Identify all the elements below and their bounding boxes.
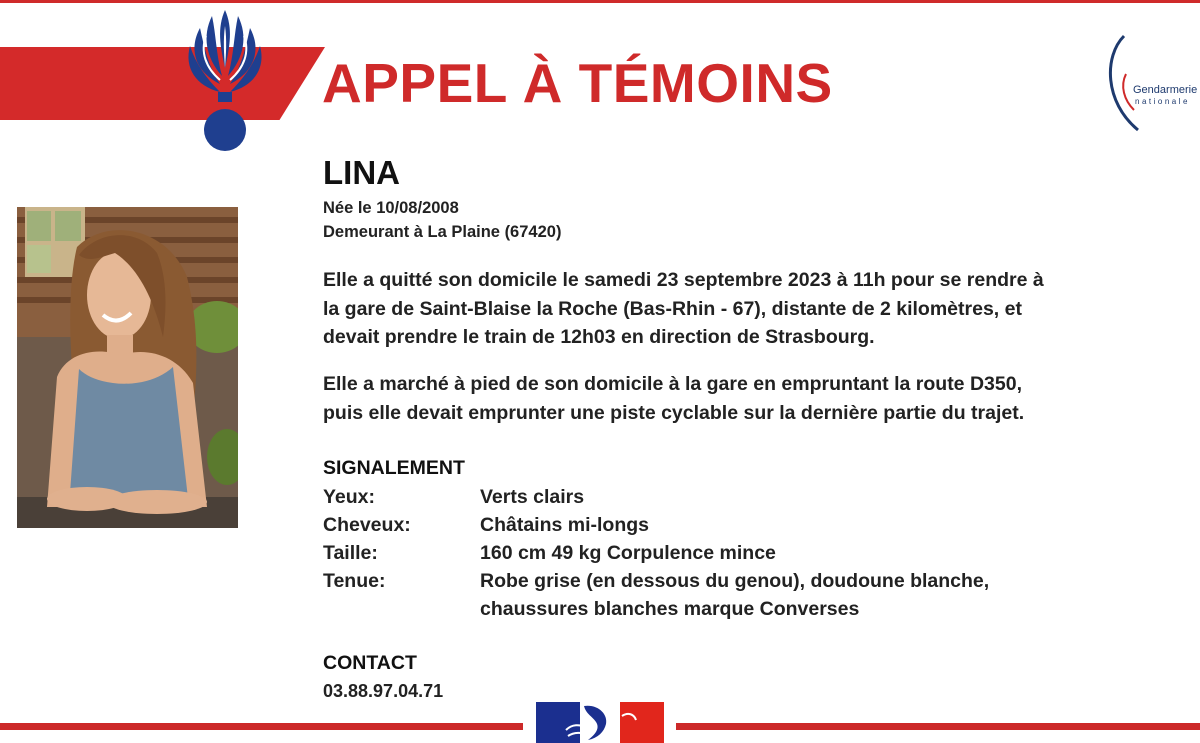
banner-red-stripe — [0, 47, 325, 120]
bottom-rule-right — [676, 723, 1200, 730]
signalement-value: Verts clairs — [480, 486, 585, 508]
grenade-flame-icon — [182, 6, 268, 154]
top-rule — [0, 0, 1200, 3]
contact-heading: CONTACT — [323, 652, 417, 674]
bottom-rule-left — [0, 723, 523, 730]
missing-person-photo — [17, 207, 238, 528]
description-line: Elle a marché à pied de son domicile à la gare en empruntant la route D350, — [323, 373, 1022, 395]
signalement-heading: SIGNALEMENT — [323, 457, 465, 479]
contact-phone[interactable]: 03.88.97.04.71 — [323, 681, 444, 701]
signalement-value: chaussures blanches marque Converses — [480, 598, 860, 620]
banner-title: APPEL À TÉMOINS — [322, 52, 833, 114]
description-line: Elle a quitté son domicile le samedi 23 septembre 2023 à 11h pour se rendre à — [323, 269, 1044, 291]
gendarmerie-logo-word: Gendarmerie — [1133, 84, 1198, 96]
signalement-label: Cheveux: — [323, 514, 411, 536]
signalement-label: Tenue: — [323, 570, 386, 592]
description-line: devait prendre le train de 12h03 en direction de Strasbourg. — [323, 326, 875, 348]
signalement-value: 160 cm 49 kg Corpulence mince — [480, 542, 776, 564]
gendarmerie-logo-subword: nationale — [1135, 97, 1190, 106]
description-paragraph-1 — [323, 266, 1193, 352]
signalement-value: Châtains mi-longs — [480, 514, 650, 536]
description-line: la gare de Saint-Blaise la Roche (Bas-Rhin - 67), distante de 2 kilomètres, et — [323, 297, 1022, 320]
signalement-value: Robe grise (en dessous du genou), doudoune blanche, — [480, 570, 990, 592]
residence: Demeurant à La Plaine (67420) — [323, 223, 562, 241]
marianne-logo — [536, 702, 664, 743]
gendarmerie-logo — [1102, 34, 1200, 132]
description-paragraph-2 — [323, 370, 1193, 427]
signalement-label: Taille: — [323, 542, 378, 564]
signalement-label: Yeux: — [323, 486, 376, 508]
description-line: puis elle devait emprunter une piste cyclable sur la dernière partie du trajet. — [323, 401, 1025, 424]
birth-date: Née le 10/08/2008 — [323, 199, 459, 217]
person-name: LINA — [323, 154, 400, 191]
